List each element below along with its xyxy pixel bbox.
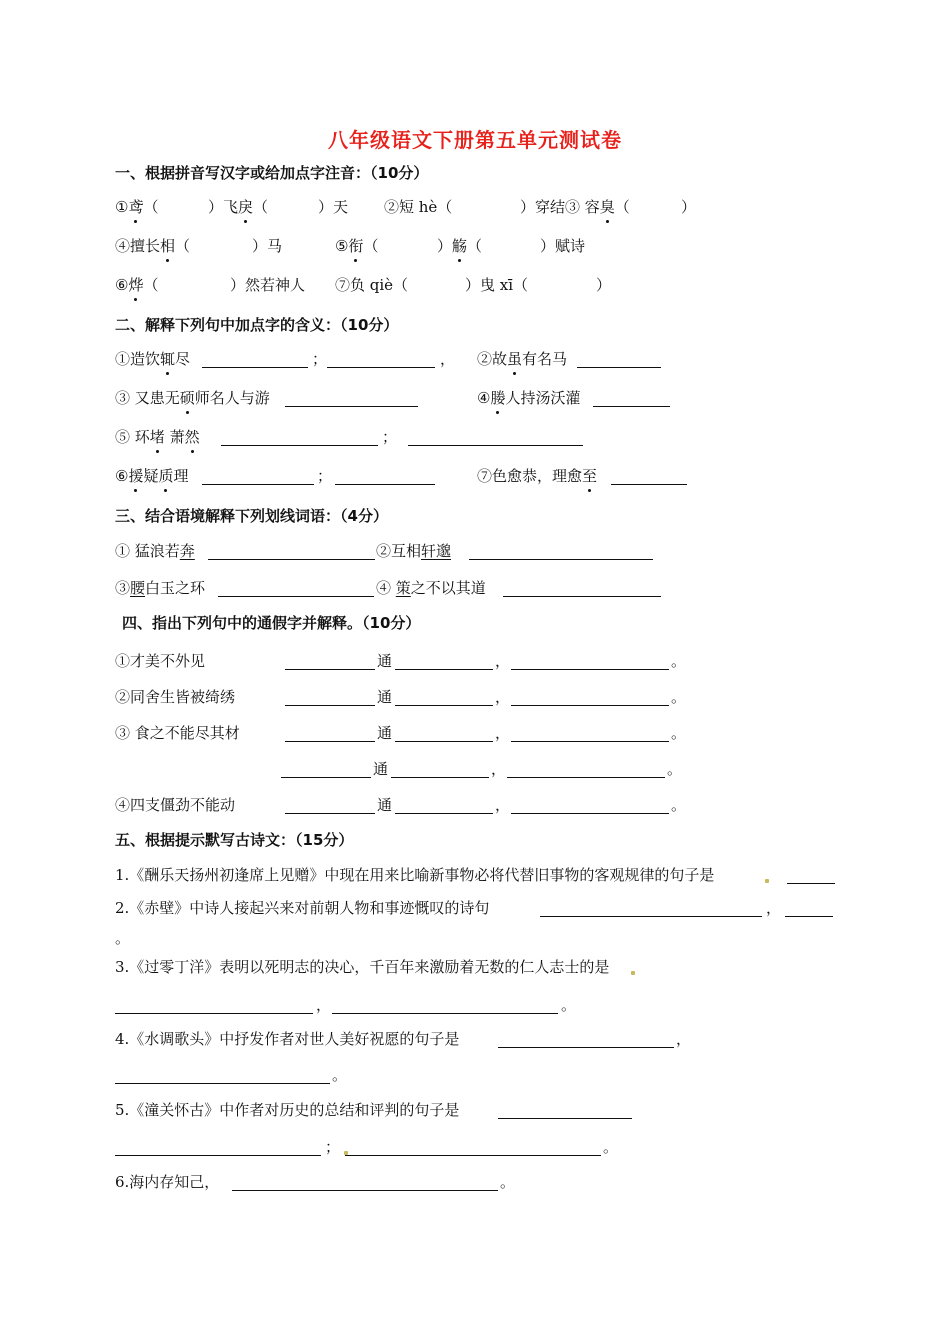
sec2-r1-comma: ，	[440, 350, 456, 368]
q2-end: 。	[115, 929, 131, 947]
sec1-r1-a3: ）天	[318, 198, 349, 216]
period: 。	[667, 760, 683, 778]
period: 。	[671, 724, 687, 742]
page-title: 八年级语文下册第五单元测试卷	[328, 128, 622, 152]
sec1-r2-a1: ④擅长相（	[115, 237, 191, 255]
answer-blank[interactable]	[577, 348, 661, 368]
period: 。	[671, 652, 687, 670]
answer-blank[interactable]	[611, 465, 687, 485]
q3-comma: ，	[316, 996, 332, 1014]
q2-comma: ，	[766, 899, 782, 917]
period: 。	[671, 688, 687, 706]
q4-text: 4.《水调歌头》中抒发作者对世人美好祝愿的句子是	[115, 1030, 460, 1048]
answer-blank[interactable]	[408, 426, 583, 446]
sec3-r1-a: ① 猛浪若奔	[115, 542, 195, 560]
q5-end: 。	[603, 1138, 619, 1156]
answer-blank[interactable]	[391, 758, 489, 778]
sec1-r3-a2: ）然若神人	[230, 276, 306, 294]
answer-blank[interactable]	[787, 864, 835, 884]
answer-blank[interactable]	[285, 722, 375, 742]
tongjia-sentence: ③ 食之不能尽其材	[115, 724, 240, 742]
answer-blank[interactable]	[285, 794, 375, 814]
answer-blank[interactable]	[469, 540, 653, 560]
sec2-r1-sep: ；	[312, 350, 328, 368]
sec1-r3-b1: ⑦负 qiè（	[335, 276, 409, 294]
comma: ，	[495, 724, 511, 742]
comma: ，	[495, 796, 511, 814]
sec2-r3-a: ⑤ 环堵 萧然	[115, 428, 200, 446]
sec1-r1-b1: ②短 hè（	[384, 198, 453, 216]
tong-label: 通	[377, 796, 393, 814]
section2-heading: 二、解释下列句中加点字的含义：（10分）	[115, 316, 399, 334]
answer-blank[interactable]	[115, 994, 313, 1014]
sec1-r1-a2: ）飞戾（	[208, 198, 269, 216]
sec3-r1-b: ②互相轩邈	[376, 542, 452, 560]
sec2-r2-b: ④媵人持汤沃灌	[477, 389, 581, 407]
sec2-r3-sep: ；	[382, 428, 398, 446]
sec1-r3-a1: ⑥烨（	[115, 276, 159, 294]
answer-blank[interactable]	[511, 794, 669, 814]
sec1-r2-b2: ）觞（	[437, 237, 483, 255]
answer-blank[interactable]	[395, 794, 493, 814]
answer-blank[interactable]	[221, 426, 378, 446]
tong-label: 通	[377, 652, 393, 670]
answer-blank[interactable]	[511, 722, 669, 742]
sec2-r4-sep: ；	[317, 467, 333, 485]
q4-comma: ，	[676, 1030, 692, 1048]
sec1-r1-b3: ）	[681, 198, 697, 216]
tongjia-sentence: ④四支僵劲不能动	[115, 796, 236, 814]
sec1-r1-b2: ）穿结③ 容臭（	[520, 198, 630, 216]
answer-blank[interactable]	[335, 465, 435, 485]
answer-blank[interactable]	[395, 686, 493, 706]
answer-blank[interactable]	[395, 650, 493, 670]
answer-blank[interactable]	[785, 897, 833, 917]
sec1-r2-a2: ）马	[252, 237, 283, 255]
section4-heading: 四、指出下列句中的通假字并解释。（10分）	[122, 614, 421, 632]
answer-blank[interactable]	[208, 540, 375, 560]
answer-blank[interactable]	[232, 1171, 498, 1191]
comma: ，	[495, 652, 511, 670]
sec2-r1-a: ①造饮辄尽	[115, 350, 191, 368]
q6-end: 。	[500, 1173, 516, 1191]
sec2-r1-b: ②故虽有名马	[477, 350, 568, 368]
comma: ，	[495, 688, 511, 706]
answer-blank[interactable]	[285, 686, 375, 706]
answer-blank[interactable]	[511, 686, 669, 706]
q3-text: 3.《过零丁洋》表明以死明志的决心，千百年来激励着无数的仁人志士的是	[115, 958, 610, 976]
answer-blank[interactable]	[202, 348, 308, 368]
tongjia-sentence: ①才美不外见	[115, 652, 206, 670]
tong-label: 通	[377, 724, 393, 742]
tongjia-sentence: ②同舍生皆被绮绣	[115, 688, 236, 706]
answer-blank[interactable]	[115, 1136, 321, 1156]
answer-blank[interactable]	[498, 1099, 632, 1119]
sec1-r1-a1: ①鸢（	[115, 198, 159, 216]
answer-blank[interactable]	[202, 465, 314, 485]
q3-end: 。	[561, 996, 577, 1014]
q5-sep: ；	[325, 1138, 341, 1156]
answer-blank[interactable]	[115, 1064, 330, 1084]
sec1-r3-b3: ）	[596, 276, 612, 294]
answer-blank[interactable]	[327, 348, 435, 368]
tong-label: 通	[377, 688, 393, 706]
answer-blank[interactable]	[540, 897, 762, 917]
answer-blank[interactable]	[503, 577, 661, 597]
sec2-r2-a: ③ 又患无硕师名人与游	[115, 389, 270, 407]
q2-text: 2.《赤壁》中诗人接起兴来对前朝人物和事迹慨叹的诗句	[115, 899, 490, 917]
section3-heading: 三、结合语境解释下列划线词语：（4分）	[115, 507, 388, 525]
answer-blank[interactable]	[498, 1028, 674, 1048]
sec3-r2-b: ④ 策之不以其道	[376, 579, 486, 597]
answer-blank[interactable]	[285, 650, 375, 670]
sec1-r3-b2: ）曳 xī（	[465, 276, 529, 294]
stray-mark	[765, 879, 769, 883]
sec1-r2-b1: ⑤衔（	[335, 237, 379, 255]
q5-text: 5.《潼关怀古》中作者对历史的总结和评判的句子是	[115, 1101, 460, 1119]
section5-heading: 五、根据提示默写古诗文：（15分）	[115, 831, 354, 849]
stray-mark	[631, 971, 635, 975]
q1-text: 1.《酬乐天扬州初逢席上见赠》中现在用来比喻新事物必将代替旧事物的客观规律的句子是	[115, 866, 715, 884]
tong-label: 通	[373, 760, 389, 778]
answer-blank[interactable]	[511, 650, 669, 670]
sec1-r2-b3: ）赋诗	[540, 237, 586, 255]
sec2-r4-b: ⑦色愈恭，理愈至	[477, 467, 598, 485]
answer-blank[interactable]	[281, 758, 371, 778]
period: 。	[671, 796, 687, 814]
section1-heading: 一、根据拼音写汉字或给加点字注音：（10分）	[115, 164, 429, 182]
answer-blank[interactable]	[218, 577, 374, 597]
answer-blank[interactable]	[507, 758, 665, 778]
comma: ，	[491, 760, 507, 778]
answer-blank[interactable]	[285, 387, 418, 407]
answer-blank[interactable]	[332, 994, 558, 1014]
q6-text: 6.海内存知己，	[115, 1173, 220, 1191]
sec3-r2-a: ③腰白玉之环	[115, 579, 206, 597]
answer-blank[interactable]	[593, 387, 670, 407]
stray-mark	[344, 1151, 348, 1155]
q4-end: 。	[332, 1066, 348, 1084]
answer-blank[interactable]	[395, 722, 493, 742]
answer-blank[interactable]	[345, 1136, 601, 1156]
sec2-r4-a: ⑥援疑质理	[115, 467, 189, 485]
